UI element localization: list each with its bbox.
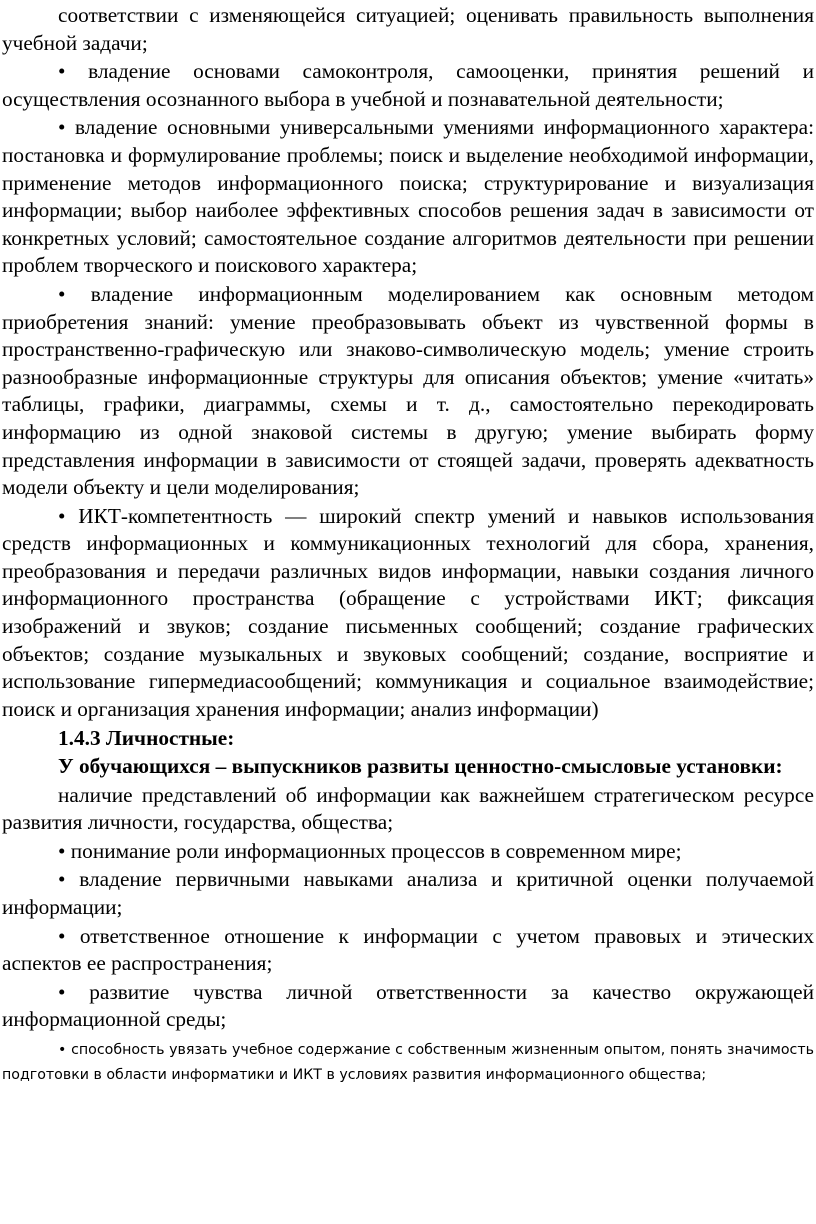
list-item: • ответственное отношение к информации с учетом правовых и этических аспектов ее распространения; <box>2 923 814 976</box>
list-item-small: • способность увязать учебное содержание с собственным жизненным опытом, понять значимость подготовки в области информатики и ИКТ в условиях развития информационного общества; <box>2 1041 814 1083</box>
paragraph-continuation: соответствии с изменяющейся ситуацией; оценивать правильность выполнения учебной задачи; <box>2 3 814 55</box>
list-item: • понимание роли информационных процессов в современном мире; <box>58 838 682 863</box>
list-item: • развитие чувства личной ответственности за качество окружающей информационной среды; <box>2 979 814 1032</box>
paragraph-modeling: • владение информационным моделированием как основным методом приобретения знаний: умение преобразовывать объект из чувственной формы в пространственно-графическую или знаково-символическую модель; умение строить разнообразные информационные структуры для описания объектов; умение «читать» таблицы, графики, диаграммы, схемы и т. д., самостоятельно перекодировать информацию из одной знаковой системы в другую; умение выбирать форму представления информации в зависимости от стоящей задачи, проверять адекватность модели объекту и цели моделирования; <box>2 281 814 500</box>
subheading: У обучающихся – выпускников развиты ценностно-смысловые установки: <box>58 754 783 779</box>
section-heading: 1.4.3 Личностные: <box>58 726 235 751</box>
paragraph-self-control: • владение основами самоконтроля, самооценки, принятия решений и осуществления осознанного выбора в учебной и познавательной деятельности; <box>2 59 814 111</box>
list-item: • владение первичными навыками анализа и критичной оценки получаемой информации; <box>2 867 814 919</box>
list-item: наличие представлений об информации как важнейшем стратегическом ресурсе развития личности, государства, общества; <box>2 782 814 835</box>
document-page <box>2 2 814 1088</box>
paragraph-universal-skills: • владение основными универсальными умениями информационного характера: постановка и формулирование проблемы; поиск и выделение необходимой информации, применение методов информационного поиска; структурирование и визуализация информации; выбор наиболее эффективных способов решения задач в зависимости от конкретных условий; самостоятельное создание алгоритмов деятельности при решении проблем творческого и поискового характера; <box>2 115 814 278</box>
paragraph-ict-competence: • ИКТ-компетентность — широкий спектр умений и навыков использования средств информационных и коммуникационных технологий для сбора, хранения, преобразования и передачи различных видов информации, навыки создания личного информационного пространства (обращение с устройствами ИКТ; фиксация изображений и звуков; создание письменных сообщений; создание графических объектов; создание музыкальных и звуковых сообщений; создание, восприятие и использование гипермедиасообщений; коммуникация и социальное взаимодействие; поиск и организация хранения информации; анализ информации) <box>2 503 814 721</box>
